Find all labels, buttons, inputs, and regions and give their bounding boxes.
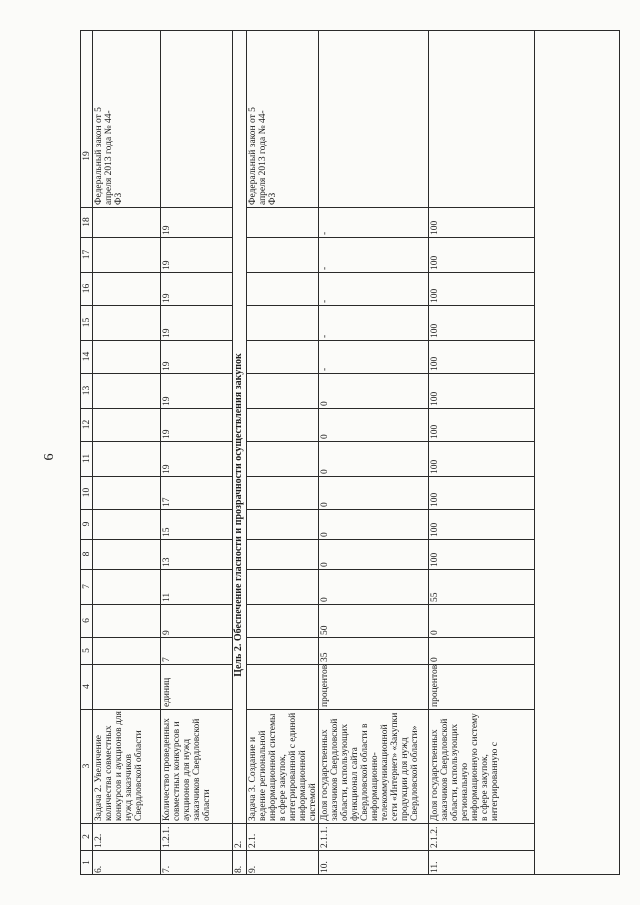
grid-line: [92, 30, 93, 875]
grid-line: [160, 604, 232, 605]
grid-line: [318, 850, 428, 851]
value-cell: 19: [162, 225, 172, 235]
grid-line: [160, 272, 232, 273]
value-cell: 19: [162, 328, 172, 338]
grid-line: [428, 539, 534, 540]
grid-line: [92, 476, 160, 477]
indicator-name: Доля государственных заказчиков Свердловской области, использующих региональную информационную систему в сфере закупок, интегрированную с: [430, 713, 500, 821]
grid-line: [428, 207, 534, 208]
value-cell: 100: [430, 288, 440, 303]
grid-line: [92, 539, 160, 540]
grid-line: [428, 823, 534, 824]
grid-line: [80, 476, 92, 477]
value-cell: 50: [320, 625, 330, 635]
grid-line: [92, 207, 160, 208]
value-cell: 13: [162, 557, 172, 567]
grid-line: [428, 305, 534, 306]
value-cell: 19: [162, 464, 172, 474]
grid-line: [160, 637, 232, 638]
value-cell: 17: [162, 497, 172, 507]
column-number-9: 9: [82, 521, 92, 527]
value-cell: 100: [430, 356, 440, 371]
indicator-name: Задача 2. Увеличение количества совместных конкурсов и аукционов для нужд заказчиков Свердловской области: [94, 711, 144, 821]
grid-line: [160, 709, 232, 710]
grid-line: [318, 637, 428, 638]
value-cell: 0: [320, 502, 330, 507]
grid-line: [80, 637, 92, 638]
value-cell: 19: [162, 429, 172, 439]
row-code: 1.2.: [94, 833, 104, 848]
grid-line: [92, 664, 160, 665]
value-cell: 100: [430, 459, 440, 474]
row-code: 2.1.1.: [320, 826, 330, 848]
column-number-2: 2: [82, 834, 92, 839]
grid-line: [92, 272, 160, 273]
grid-line: [318, 539, 428, 540]
grid-line: [246, 441, 318, 442]
column-number-4: 4: [82, 684, 92, 689]
grid-line: [80, 305, 92, 306]
grid-line: [428, 30, 429, 875]
grid-line: [246, 373, 318, 374]
grid-line: [428, 637, 534, 638]
value-cell: 100: [430, 552, 440, 567]
value-cell: 19: [162, 396, 172, 406]
grid-line: [160, 569, 232, 570]
column-number-18: 18: [82, 217, 92, 227]
grid-line: [92, 408, 160, 409]
grid-line: [160, 408, 232, 409]
grid-line: [318, 476, 428, 477]
grid-line: [80, 441, 92, 442]
unit-of-measure: единиц: [162, 677, 172, 707]
value-cell: 0: [320, 532, 330, 537]
grid-line: [80, 373, 92, 374]
grid-line: [246, 539, 318, 540]
grid-line: [318, 30, 319, 875]
grid-line: [92, 823, 160, 824]
grid-line: [428, 441, 534, 442]
grid-line: [246, 305, 318, 306]
grid-line: [428, 509, 534, 510]
grid-line: [428, 408, 534, 409]
grid-line: [428, 237, 534, 238]
grid-line: [160, 823, 232, 824]
value-cell: 100: [430, 391, 440, 406]
column-number-15: 15: [82, 317, 92, 328]
grid-line: [246, 664, 318, 665]
grid-line: [246, 476, 318, 477]
page-number: 6: [42, 453, 57, 461]
value-cell: -: [320, 299, 330, 303]
row-number: 11.: [430, 861, 440, 873]
grid-line: [80, 207, 92, 208]
value-cell: 55: [430, 592, 440, 602]
grid-line: [92, 340, 160, 341]
grid-line: [428, 850, 534, 851]
grid-line: [80, 272, 92, 273]
grid-line: [80, 664, 92, 665]
value-cell: -: [320, 367, 330, 371]
column-number-16: 16: [82, 283, 92, 294]
grid-line: [160, 30, 161, 875]
row-code: 2.: [234, 840, 244, 848]
grid-line: [92, 709, 160, 710]
grid-line: [318, 823, 428, 824]
grid-line: [246, 408, 318, 409]
row-code: 2.1.2.: [430, 826, 440, 848]
grid-line: [160, 305, 232, 306]
grid-line: [428, 709, 534, 710]
indicators-table: [80, 30, 620, 875]
indicator-name: Доля государственных заказчиков Свердловской области, использующих функционал сайта Свердловской области в информационно-телекоммуникационной сети «Интернет» «Закупки продукции для нужд Свердловской области»: [320, 712, 420, 821]
legal-basis: Федеральный закон от 5 апреля 2013 года № 44-ФЗ: [248, 107, 278, 205]
column-number-12: 12: [82, 419, 92, 430]
grid-line: [246, 237, 318, 238]
value-cell: 35: [320, 652, 330, 662]
column-number-17: 17: [82, 249, 92, 260]
grid-line: [246, 272, 318, 273]
grid-line: [428, 476, 534, 477]
grid-line: [80, 823, 92, 824]
grid-line: [92, 237, 160, 238]
row-code: 1.2.1.: [162, 826, 172, 848]
grid-line: [318, 604, 428, 605]
grid-line: [246, 604, 318, 605]
value-cell: -: [320, 231, 330, 235]
grid-line: [160, 373, 232, 374]
value-cell: 0: [320, 469, 330, 474]
value-cell: 100: [430, 255, 440, 270]
grid-line: [160, 850, 232, 851]
value-cell: 7: [162, 657, 172, 662]
value-cell: 0: [430, 630, 440, 635]
grid-line: [428, 272, 534, 273]
grid-line: [80, 539, 92, 540]
grid-line: [428, 373, 534, 374]
grid-line: [160, 441, 232, 442]
grid-line: [246, 850, 318, 851]
grid-line: [92, 441, 160, 442]
legal-basis: Федеральный закон от 5 апреля 2013 года № 44-ФЗ: [94, 107, 124, 205]
grid-line: [80, 509, 92, 510]
grid-line: [232, 823, 246, 824]
grid-line: [92, 850, 160, 851]
grid-line: [160, 340, 232, 341]
value-cell: -: [320, 334, 330, 338]
value-cell: 19: [162, 293, 172, 303]
grid-line: [160, 207, 232, 208]
grid-line: [318, 408, 428, 409]
grid-line: [246, 709, 318, 710]
grid-line: [80, 340, 92, 341]
column-number-11: 11: [82, 453, 92, 464]
grid-line: [428, 569, 534, 570]
value-cell: 19: [162, 260, 172, 270]
grid-line: [160, 664, 232, 665]
grid-line: [80, 604, 92, 605]
value-cell: 100: [430, 522, 440, 537]
column-number-10: 10: [82, 487, 92, 498]
grid-line: [318, 272, 428, 273]
grid-line: [80, 237, 92, 238]
grid-line: [318, 305, 428, 306]
goal-heading: Цель 2. Обеспечение гласности и прозрачности осуществления закупок: [233, 353, 244, 677]
grid-line: [246, 509, 318, 510]
value-cell: 100: [430, 424, 440, 439]
unit-of-measure: процентов: [430, 664, 440, 707]
grid-line: [232, 850, 246, 851]
grid-line: [318, 664, 428, 665]
grid-line: [428, 340, 534, 341]
column-number-19: 19: [82, 151, 92, 161]
grid-line: [318, 340, 428, 341]
value-cell: 100: [430, 220, 440, 235]
grid-line: [534, 30, 535, 875]
grid-line: [92, 373, 160, 374]
grid-line: [318, 237, 428, 238]
grid-line: [160, 476, 232, 477]
value-cell: 0: [320, 562, 330, 567]
grid-line: [92, 509, 160, 510]
grid-line: [428, 664, 534, 665]
grid-line: [246, 207, 318, 208]
value-cell: 15: [162, 527, 172, 537]
value-cell: 19: [162, 361, 172, 371]
value-cell: 0: [430, 657, 440, 662]
column-number-14: 14: [82, 351, 92, 362]
grid-line: [246, 30, 247, 875]
indicator-name: Задача 3. Создание и ведение региональной информационной системы в сфере закупок, интегрированной с единой информационной системой: [248, 712, 318, 821]
column-number-3: 3: [82, 763, 92, 769]
column-number-6: 6: [82, 618, 92, 623]
column-number-5: 5: [82, 648, 92, 653]
row-number: 9.: [248, 865, 258, 873]
value-cell: 9: [162, 630, 172, 635]
grid-line: [318, 441, 428, 442]
grid-line: [80, 709, 92, 710]
value-cell: 0: [320, 597, 330, 602]
grid-line: [160, 509, 232, 510]
value-cell: 100: [430, 323, 440, 338]
row-number: 7.: [162, 865, 172, 873]
value-cell: -: [320, 266, 330, 270]
grid-line: [246, 637, 318, 638]
grid-line: [92, 604, 160, 605]
grid-line: [318, 373, 428, 374]
grid-line: [80, 569, 92, 570]
value-cell: 11: [162, 592, 172, 602]
grid-line: [318, 509, 428, 510]
row-code: 2.1.: [248, 833, 258, 848]
grid-line: [160, 539, 232, 540]
value-cell: 100: [430, 492, 440, 507]
column-number-7: 7: [82, 584, 92, 589]
row-number: 10.: [320, 861, 330, 873]
grid-line: [92, 305, 160, 306]
row-number: 6.: [94, 865, 104, 873]
grid-line: [246, 569, 318, 570]
grid-line: [246, 823, 318, 824]
column-number-1: 1: [82, 860, 92, 865]
grid-line: [318, 569, 428, 570]
unit-of-measure: процентов: [320, 664, 330, 707]
grid-line: [80, 850, 92, 851]
grid-line: [318, 709, 428, 710]
grid-line: [246, 340, 318, 341]
grid-line: [92, 569, 160, 570]
grid-line: [318, 207, 428, 208]
grid-line: [92, 637, 160, 638]
value-cell: 0: [320, 401, 330, 406]
grid-line: [80, 408, 92, 409]
value-cell: 0: [320, 434, 330, 439]
row-number: 8.: [234, 865, 244, 873]
column-number-13: 13: [82, 385, 92, 396]
grid-line: [160, 237, 232, 238]
indicator-name: Количество проведенных совместных конкурсов и аукционов для нужд заказчиков Свердловской области: [162, 718, 212, 821]
column-number-8: 8: [82, 551, 92, 557]
grid-line: [428, 604, 534, 605]
